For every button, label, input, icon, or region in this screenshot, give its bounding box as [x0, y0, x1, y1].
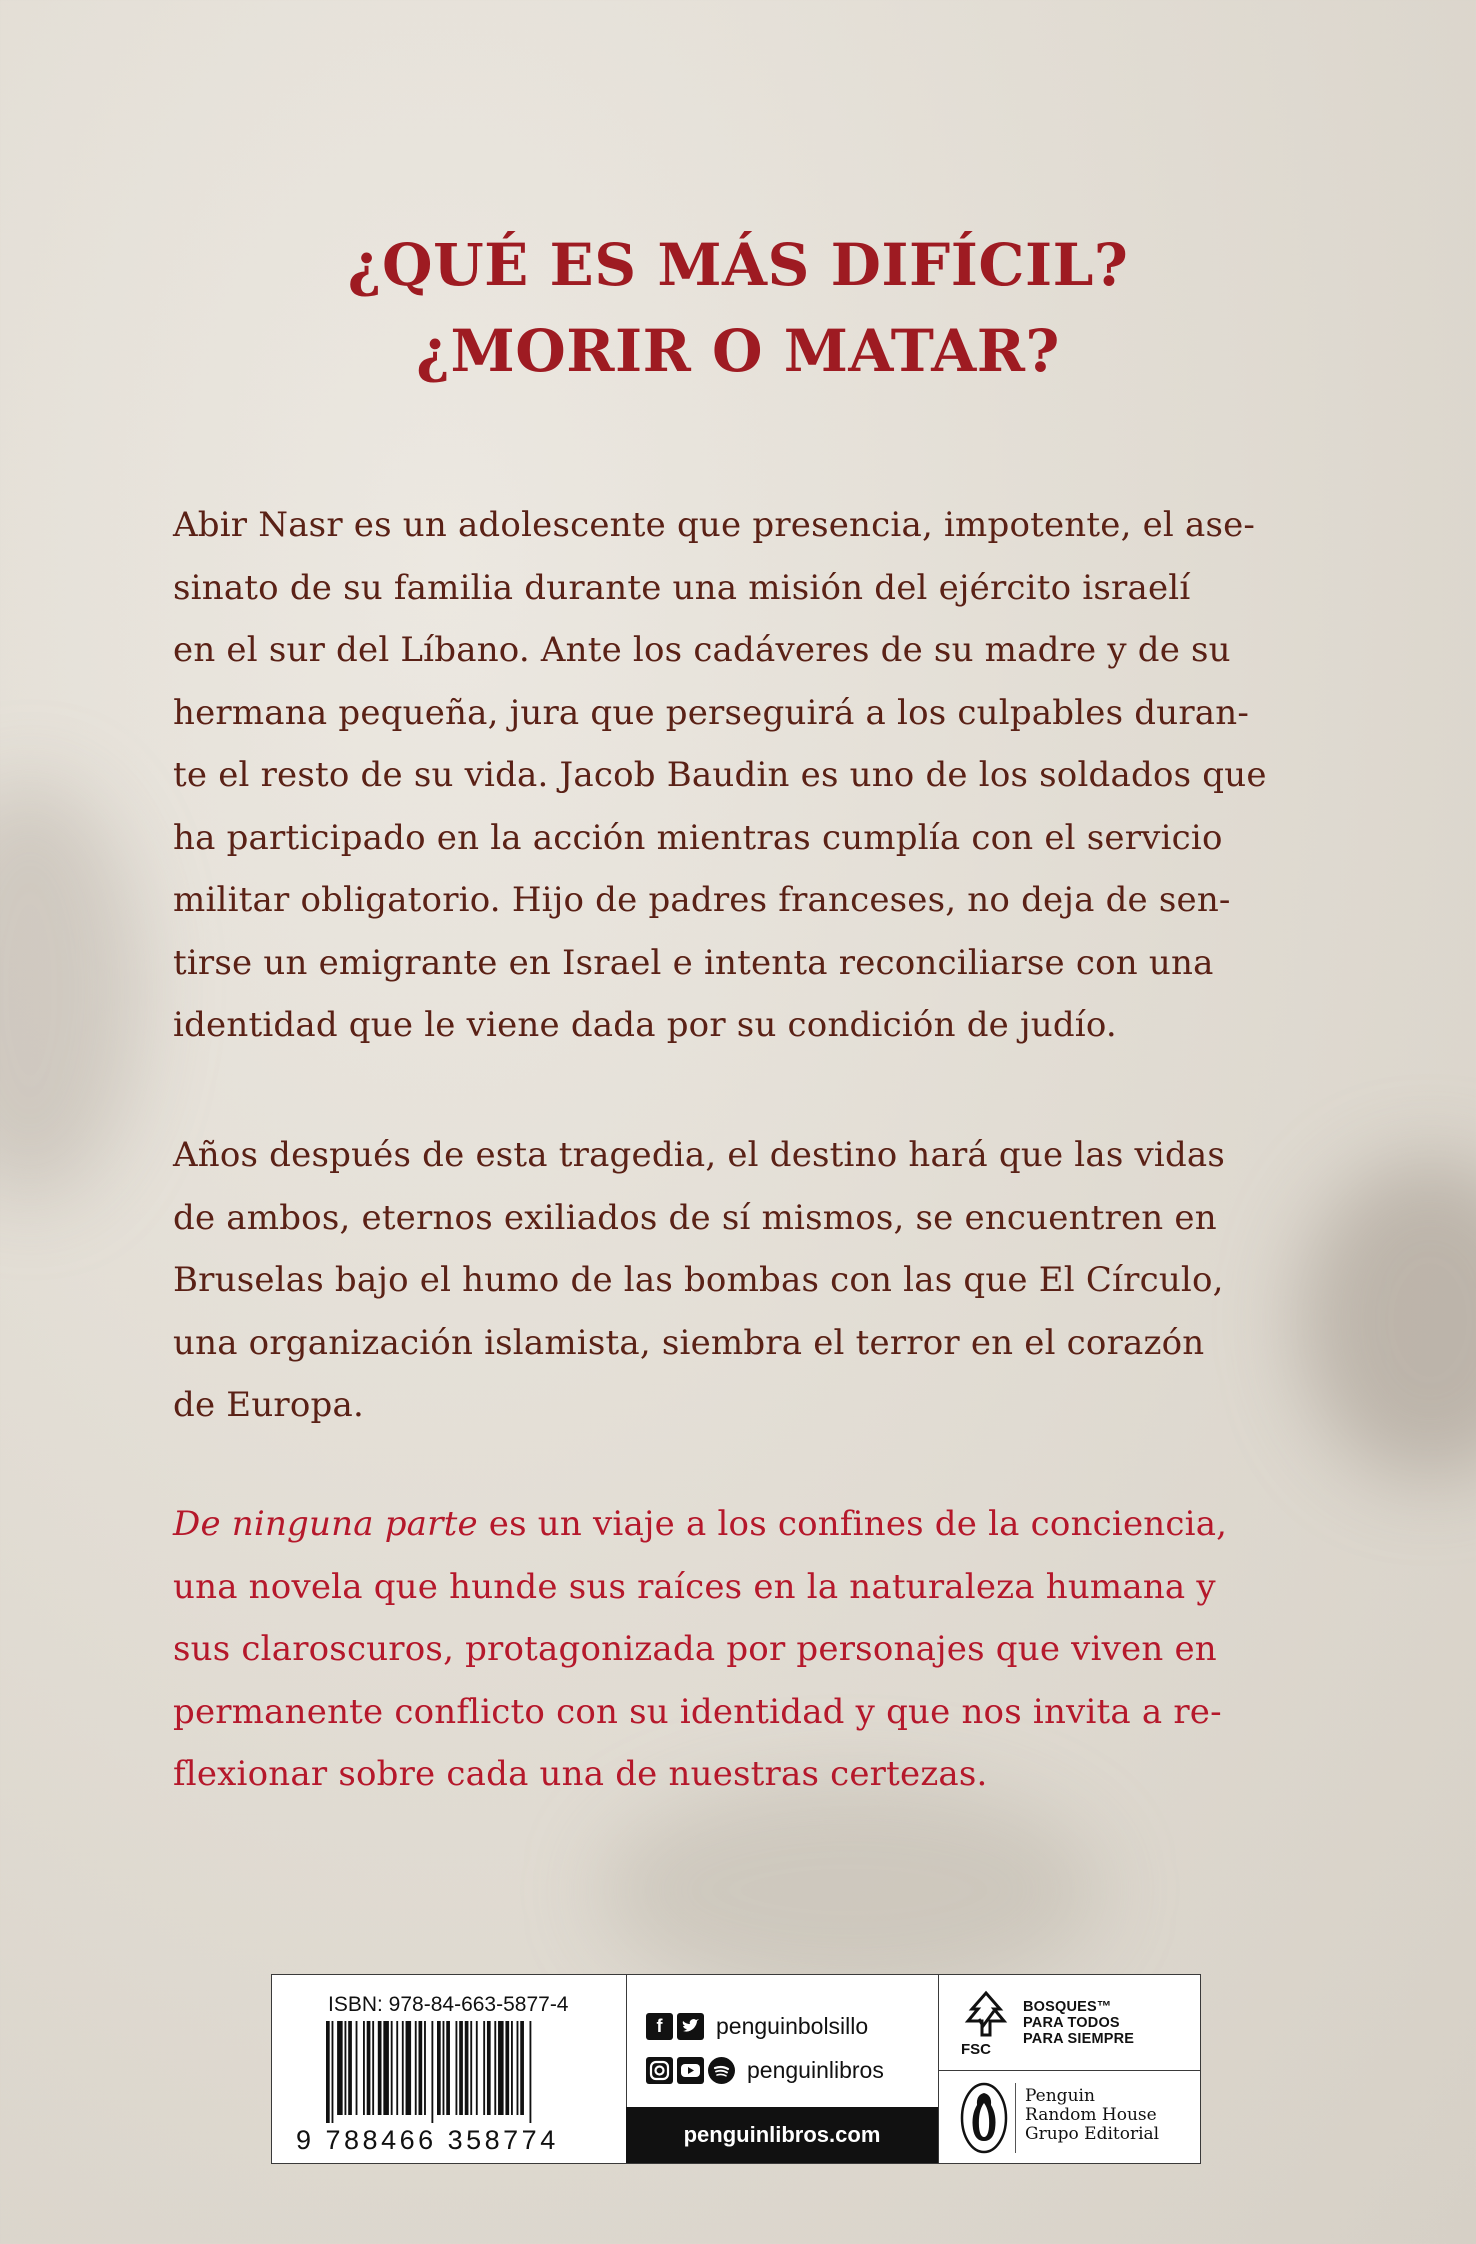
publisher-name: [1025, 2087, 1159, 2144]
text-line: militar obligatorio. Hijo de padres franceses, no deja de sen-: [173, 880, 1231, 920]
social-handle-2[interactable]: penguinlibros: [747, 2057, 884, 2083]
synopsis-paragraph-2: [173, 1124, 1303, 1437]
barcode-bar: [337, 2021, 343, 2115]
barcode-bar: [431, 2021, 433, 2123]
text-line-rest: es un viaje a los confines de la conciencia,: [477, 1504, 1228, 1544]
isbn-label: ISBN: 978-84-663-5877-4: [328, 1993, 569, 2016]
barcode-bar: [459, 2021, 463, 2115]
barcode-bar: [345, 2021, 347, 2115]
barcode-bar: [465, 2021, 469, 2115]
fsc-slogan: [1023, 1999, 1134, 2047]
text-line: identidad que le viene dada por su condición de judío.: [173, 1005, 1117, 1045]
barcode-bar: [367, 2021, 371, 2115]
barcode-bar: [419, 2021, 423, 2115]
fsc-publisher-section: [938, 1975, 1201, 2163]
headline-line-1: ¿QUÉ ES MÁS DIFÍCIL?: [347, 231, 1129, 299]
publisher-line-1: Penguin: [1025, 2086, 1095, 2106]
social-row-2: [646, 2057, 884, 2084]
barcode-bar: [520, 2021, 524, 2115]
barcode-bar: [363, 2021, 365, 2115]
publisher-line-3: Grupo Editorial: [1025, 2124, 1160, 2144]
barcode-box: [271, 1974, 1201, 2164]
isbn-section: [272, 1975, 627, 2163]
fsc-line-1: BOSQUES™: [1023, 1999, 1112, 2015]
text-line: flexionar sobre cada una de nuestras certezas.: [173, 1754, 988, 1794]
barcode-bar: [437, 2021, 441, 2115]
website-link[interactable]: penguinlibros.com: [626, 2107, 938, 2163]
barcode-bar: [396, 2021, 398, 2115]
barcode-bar: [332, 2021, 334, 2123]
text-line: de Europa.: [173, 1385, 364, 1425]
barcode-bar: [476, 2021, 478, 2115]
text-line: permanente conflicto con su identidad y que nos invita a re-: [173, 1691, 1222, 1732]
fsc-line-2: PARA TODOS: [1023, 2015, 1120, 2031]
text-line: ha participado en la acción mientras cumplía con el servicio: [173, 817, 1223, 858]
text-line: Años después de esta tragedia, el destino hará que las vidas: [173, 1135, 1226, 1175]
barcode-icon: [326, 2021, 588, 2123]
spotify-icon[interactable]: [708, 2057, 735, 2084]
barcode-bar: [378, 2021, 382, 2115]
synopsis-paragraph-3: [173, 1493, 1303, 1806]
barcode-bar: [446, 2021, 450, 2115]
barcode-bar: [483, 2021, 485, 2115]
barcode-bar: [498, 2021, 504, 2115]
youtube-icon[interactable]: [677, 2057, 704, 2084]
instagram-icon[interactable]: [646, 2057, 673, 2084]
barcode-bar: [424, 2021, 426, 2115]
headline: [0, 222, 1476, 394]
text-line: tirse un emigrante en Israel e intenta reconciliarse con una: [173, 942, 1214, 983]
barcode-bar: [511, 2021, 513, 2115]
fsc-line-3: PARA SIEMPRE: [1023, 2031, 1135, 2047]
penguin-logo-icon: [959, 2081, 1009, 2155]
social-handle-1[interactable]: penguinbolsillo: [716, 2013, 869, 2039]
text-line: [173, 1493, 1303, 1556]
text-line: hermana pequeña, jura que perseguirá a los culpables duran-: [173, 692, 1250, 733]
barcode-bar: [372, 2021, 374, 2115]
barcode-bar: [356, 2021, 358, 2115]
text-line: en el sur del Líbano. Ante los cadáveres de su madre y de su: [173, 630, 1231, 670]
barcode-bar: [470, 2021, 472, 2115]
social-row-1: [646, 2013, 868, 2040]
barcode-bar: [456, 2021, 458, 2115]
barcode-bar: [402, 2021, 404, 2115]
text-line: te el resto de su vida. Jacob Baudin es uno de los soldados que: [173, 755, 1267, 795]
barcode-bar: [443, 2021, 445, 2115]
publisher-line-2: Random House: [1025, 2105, 1157, 2125]
twitter-icon[interactable]: [677, 2013, 704, 2040]
isbn-digits: 9 788466 358774: [296, 2125, 559, 2155]
barcode-bar: [406, 2021, 412, 2115]
barcode-bar: [530, 2021, 532, 2123]
barcode-bar: [494, 2021, 496, 2115]
publisher-divider: [1015, 2083, 1016, 2153]
text-line: Abir Nasr es un adolescente que presencia, impotente, el ase-: [173, 505, 1256, 545]
synopsis-paragraph-1: [173, 494, 1303, 1057]
fsc-logo: [939, 1975, 1201, 2071]
barcode-bar: [505, 2021, 509, 2115]
barcode-bar: [326, 2021, 330, 2123]
facebook-icon[interactable]: f: [646, 2013, 673, 2040]
barcode-bar: [391, 2021, 393, 2115]
barcode-bar: [415, 2021, 417, 2115]
fsc-mark: FSC: [961, 2041, 991, 2058]
text-line: sus claroscuros, protagonizada por personajes que viven en: [173, 1629, 1217, 1669]
text-line: una organización islamista, siembra el terror en el corazón: [173, 1322, 1205, 1363]
text-line: Bruselas bajo el humo de las bombas con las que El Círculo,: [173, 1260, 1224, 1300]
barcode-bar: [487, 2021, 491, 2115]
text-line: de ambos, eternos exiliados de sí mismos, se encuentren en: [173, 1197, 1217, 1238]
barcode-bar: [383, 2021, 389, 2115]
barcode-bar: [348, 2021, 352, 2115]
barcode-bar: [517, 2021, 519, 2115]
text-line: sinato de su familia durante una misión del ejército israelí: [173, 567, 1191, 608]
book-title: De ninguna parte: [173, 1504, 478, 1544]
text-line: una novela que hunde sus raíces en la naturaleza humana y: [173, 1566, 1216, 1607]
headline-line-2: ¿MORIR O MATAR?: [416, 317, 1060, 385]
fsc-tree-icon: [961, 1989, 1011, 2039]
